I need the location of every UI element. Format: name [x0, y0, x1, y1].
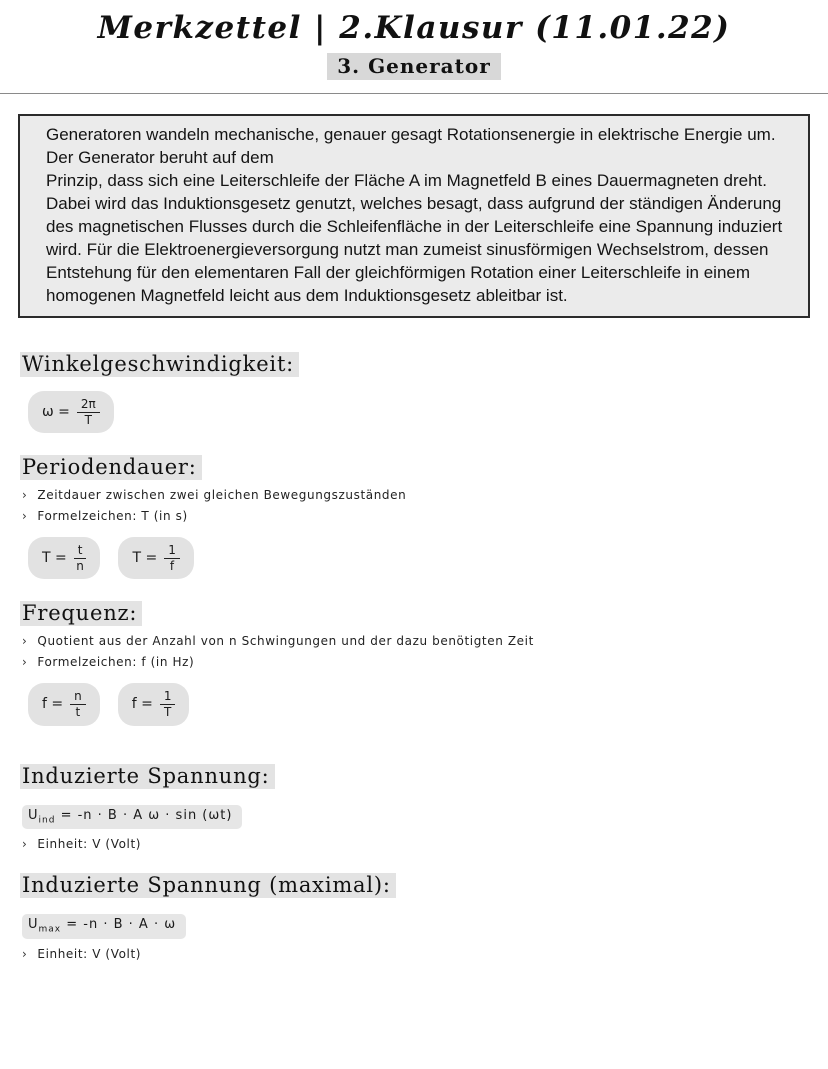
section-periodendauer — [20, 455, 828, 579]
formula-expression: = -n · B · A · ω — [66, 917, 177, 933]
fraction-denominator: T — [163, 704, 172, 719]
fraction — [74, 544, 87, 572]
page-title: Merkzettel | 2.Klausur (11.01.22) — [97, 10, 731, 46]
section-induzierte-spannung-maximal — [20, 873, 828, 961]
formula-lhs: ω = — [42, 404, 70, 421]
bullet-list — [22, 837, 828, 851]
bullet-text: Quotient aus der Anzahl von n Schwingungen und der dazu benötigten Zeit — [37, 634, 534, 649]
bullet-item — [22, 634, 828, 648]
formula-lhs: f = — [42, 696, 64, 713]
section-title: Periodendauer: — [20, 455, 202, 480]
fraction — [77, 398, 100, 426]
header-divider — [0, 93, 828, 94]
fraction-numerator: 1 — [164, 544, 180, 559]
intro-paragraph: Prinzip, dass sich eine Leiterschleife der Fläche A im Magnetfeld B eines Dauermagneten dreht. Dabei wird das Induktionsgesetz genutzt, welches besagt, dass aufgrund der ständigen Änderung des magnetischen Flusses durch die Schleifenfläche in der Leiterschleife eine Spannung induziert wird. Für die Elektroenergieversorgung nutzt man zumeist sinusförmigen Wechselstrom, dessen Entstehung für den elementaren Fall der gleichförmigen Rotation einer Leiterschleife in einem homogenen Magnetfeld leicht aus dem Induktionsgesetz ableitbar ist. — [46, 171, 783, 305]
section-title: Induzierte Spannung: — [20, 764, 275, 789]
fraction-denominator: f — [169, 558, 175, 573]
bullet-text: Einheit: V (Volt) — [37, 837, 142, 852]
formula-expression: = -n · B · A ω · sin (ωt) — [60, 807, 233, 823]
bullet-list — [22, 947, 828, 961]
bullet-arrow-icon: › — [22, 509, 28, 524]
formula-uind — [22, 805, 242, 830]
formula-T-1f — [118, 537, 193, 579]
subtitle-row — [0, 53, 828, 80]
section-title: Induzierte Spannung (maximal): — [20, 873, 396, 898]
fraction-numerator: 2π — [77, 398, 100, 413]
bullet-item — [22, 837, 828, 851]
formula-row — [28, 683, 828, 725]
bullet-text: Formelzeichen: T (in s) — [37, 509, 188, 524]
formula-lhs: f = — [131, 696, 153, 713]
bullet-text: Formelzeichen: f (in Hz) — [37, 655, 195, 670]
fraction — [160, 690, 176, 718]
formula-lhs: T = — [132, 550, 158, 567]
formula-omega — [28, 391, 114, 433]
formula-row — [28, 537, 828, 579]
intro-paragraph: Generatoren wandeln mechanische, genauer gesagt Rotationsenergie in elektrische Energie um. Der Generator beruht auf dem — [46, 125, 776, 167]
bullet-arrow-icon: › — [22, 634, 28, 649]
formula-base: U — [28, 807, 39, 823]
intro-text-box — [18, 114, 810, 318]
bullet-list — [22, 488, 828, 523]
formula-subscript: max — [38, 924, 62, 935]
fraction-numerator: n — [70, 690, 86, 705]
bullet-arrow-icon: › — [22, 946, 28, 961]
bullet-text: Zeitdauer zwischen zwei gleichen Bewegungszuständen — [37, 488, 407, 503]
formula-T-tn — [28, 537, 100, 579]
section-frequenz — [20, 601, 828, 725]
bullet-arrow-icon: › — [22, 837, 28, 852]
bullet-list — [22, 634, 828, 669]
section-induzierte-spannung — [20, 764, 828, 852]
fraction-denominator: n — [76, 558, 84, 573]
formula-subscript: ind — [38, 815, 56, 826]
fraction-numerator: t — [74, 544, 87, 559]
bullet-item — [22, 488, 828, 502]
bullet-item — [22, 655, 828, 669]
bullet-arrow-icon: › — [22, 488, 28, 503]
fraction — [164, 544, 180, 572]
bullet-text: Einheit: V (Volt) — [37, 946, 142, 961]
fraction-numerator: 1 — [160, 690, 176, 705]
formula-umax — [22, 914, 186, 939]
section-title: Frequenz: — [20, 601, 142, 626]
formula-lhs: T = — [42, 550, 67, 567]
fraction-denominator: T — [84, 412, 92, 427]
bullet-item — [22, 509, 828, 523]
bullet-arrow-icon: › — [22, 655, 28, 670]
page-subtitle: 3. Generator — [327, 53, 501, 80]
fraction-denominator: t — [75, 704, 81, 719]
formula-f-nt — [28, 683, 100, 725]
fraction — [70, 690, 86, 718]
formula-base: U — [28, 917, 39, 933]
formula-f-1T — [118, 683, 190, 725]
section-title: Winkelgeschwindigkeit: — [20, 352, 299, 377]
bullet-item — [22, 947, 828, 961]
formula-row — [28, 391, 828, 433]
section-winkelgeschwindigkeit — [20, 352, 828, 433]
